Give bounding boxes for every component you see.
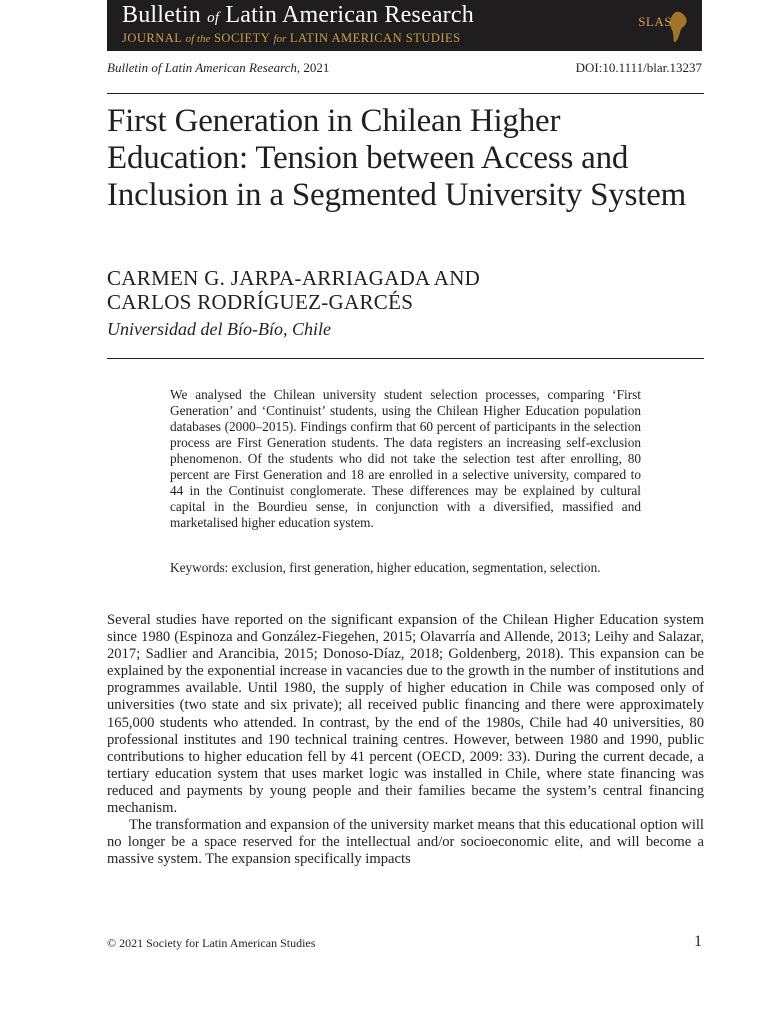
journal-subtitle-for: for [273,33,287,45]
header-rule [107,93,704,94]
running-header-journal [107,60,329,76]
journal-subtitle-part3: LATIN AMERICAN STUDIES [289,31,461,45]
journal-name-of: of [207,10,220,26]
copyright-notice: © 2021 Society for Latin American Studies [107,936,316,950]
journal-name-part1: Bulletin [122,2,201,28]
running-header [107,60,702,78]
slas-logo-text: SLAS [638,14,672,29]
author-line-1: CARMEN G. JARPA-ARRIAGADA AND [107,266,481,290]
running-header-year: , 2021 [296,60,330,75]
authors [107,266,707,314]
journal-subtitle-part2: SOCIETY [213,31,270,45]
article-title: First Generation in Chilean Higher Education: Tension between Access and Inclusion in a Segmented University System [107,103,687,213]
page-number: 1 [694,933,702,950]
journal-name-part2: Latin American Research [225,2,474,28]
page-footer [107,933,702,956]
journal-name [122,2,474,29]
title-rule [107,358,704,359]
body-paragraph-1: Several studies have reported on the significant expansion of the Chilean Higher Education system since 1980 (Espinoza and González-Fiegehen, 2015; Olavarría and Allende, 2013; Leihy and Salazar, 2017; Sadlier and Arancibia, 2015; Donoso-Díaz, 2018; Goldenberg, 2018). This expansion can be explained by the exponential increase in vacancies due to the growth in the number of institutions and programmes available. Until 1980, the supply of higher education in Chile was composed only of universities (two state and six private); all received public financing and there were approximately 165,000 students who attended. In contrast, by the end of the 1980s, Chile had 40 universities, 80 professional institutes and 190 technical training centres. However, between 1980 and 1990, public contributions to higher education fell by 41 percent (OECD, 2009: 33). During the current decade, a tertiary education system that uses market logic was installed in Chile, where state financing was reduced and payments by young people and their families became the system’s central financing mechanism. [107,612,704,817]
journal-subtitle-part1: JOURNAL [122,31,182,45]
keywords: Keywords: exclusion, first generation, higher education, segmentation, selection. [170,560,601,575]
running-header-journal-name: Bulletin of Latin American Research [107,60,297,75]
body-text [107,612,704,868]
running-header-doi[interactable]: DOI:10.1111/blar.13237 [575,60,702,75]
author-line-2: CARLOS RODRÍGUEZ-GARCÉS [107,290,414,314]
abstract: We analysed the Chilean university student selection processes, comparing ‘First Generation’ and ‘Continuist’ students, using the Chilean Higher Education population databases (2000–2015). Findings confirm that 60 percent of participants in the selection process are First Generation students. The data registers an increasing self-exclusion phenomenon. Of the students who did not take the selection test after enrolling, 80 percent are First Generation and 18 are enrolled in a selective university, compared to 44 in the Continuist conglomerate. These differences may be explained by cultural capital in the Bourdieu sense, in conjunction with a diversified, massified and marketalised higher education system. [170,387,641,530]
journal-subtitle [122,31,461,46]
affiliation: Universidad del Bío-Bío, Chile [107,319,331,339]
journal-subtitle-of: of the [185,33,211,45]
body-paragraph-2: The transformation and expansion of the university market means that this educational option will no longer be a space reserved for the intellectual and/or socioeconomic elite, and will become a massive system. The expansion specifically impacts [107,817,704,868]
journal-banner [107,0,702,51]
